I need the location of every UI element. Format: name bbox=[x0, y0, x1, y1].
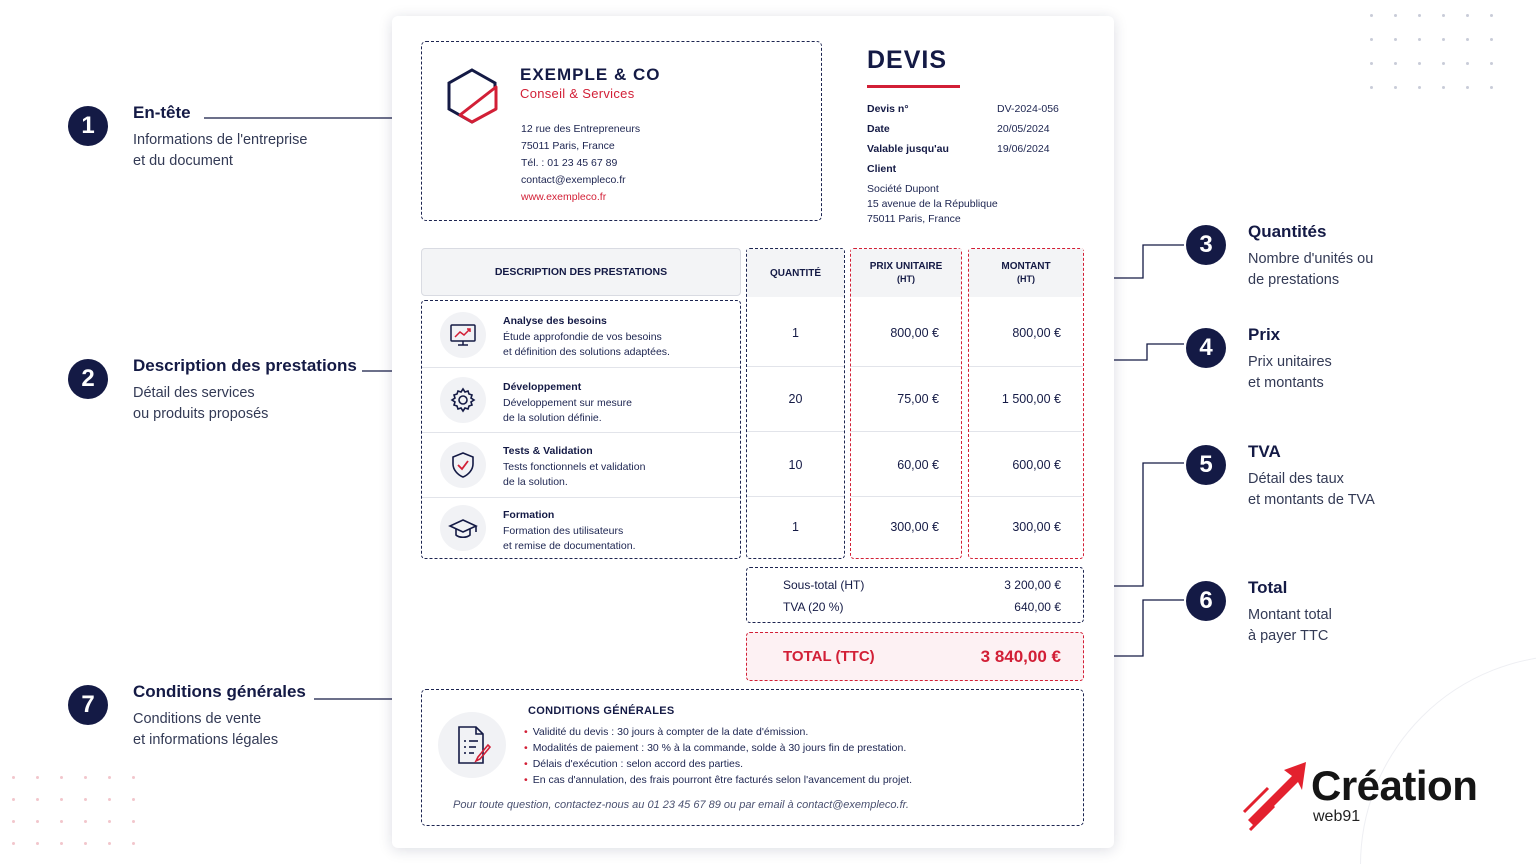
subtotal-label: Sous-total (HT) bbox=[783, 578, 865, 592]
quantity-cell: 1 bbox=[792, 520, 799, 534]
amount-cell: 800,00 € bbox=[1012, 326, 1061, 340]
service-name: Développement bbox=[503, 381, 582, 393]
subtotal-value: 3 200,00 € bbox=[1004, 578, 1061, 592]
amount-cell: 600,00 € bbox=[1012, 458, 1061, 472]
description-list bbox=[421, 300, 741, 559]
client-address: Société Dupont 15 avenue de la République 75011 Paris, France bbox=[867, 183, 998, 225]
annotation-description: Détail des taux et montants de TVA bbox=[1248, 471, 1375, 508]
annotation-title: Conditions générales bbox=[133, 682, 306, 701]
company-contact bbox=[521, 121, 640, 206]
annotation-number: 5 bbox=[1186, 445, 1226, 485]
brand-name: Création bbox=[1311, 762, 1478, 809]
unit-price-column bbox=[850, 248, 962, 559]
service-name: Tests & Validation bbox=[503, 445, 593, 457]
company-email: contact@exempleco.fr bbox=[521, 174, 626, 186]
service-name: Formation bbox=[503, 509, 555, 521]
conditions-footer: Pour toute question, contactez-nous au 01 23 45 67 89 ou par email à contact@exempleco.fr. bbox=[453, 799, 909, 811]
annotation-number: 4 bbox=[1186, 328, 1226, 368]
shield-check-icon bbox=[440, 442, 486, 488]
quantity-cell: 1 bbox=[792, 326, 799, 340]
annotation-number: 1 bbox=[68, 106, 108, 146]
service-name: Analyse des besoins bbox=[503, 315, 607, 327]
annotation-description: Informations de l'entreprise et du document bbox=[133, 132, 308, 169]
conditions-list bbox=[524, 724, 912, 788]
description-header: DESCRIPTION DES PRESTATIONS bbox=[421, 248, 741, 296]
conditions-title: CONDITIONS GÉNÉRALES bbox=[528, 705, 675, 717]
annotation-title: Quantités bbox=[1248, 222, 1327, 241]
annotation-title: En-tête bbox=[133, 103, 191, 122]
subtotal-row bbox=[783, 578, 1061, 592]
service-description: Tests fonctionnels et validation de la solution. bbox=[503, 461, 646, 488]
annotation-number: 7 bbox=[68, 685, 108, 725]
annotation-description: Montant total à payer TTC bbox=[1248, 607, 1332, 644]
unit-price-cell: 800,00 € bbox=[890, 326, 939, 340]
condition-item: • En cas d'annulation, des frais pourront être facturés selon l'avancement du projet. bbox=[524, 772, 912, 788]
company-tagline: Conseil & Services bbox=[520, 86, 635, 101]
unit-price-header: PRIX UNITAIRE (HT) bbox=[851, 249, 961, 297]
quantity-header: QUANTITÉ bbox=[747, 249, 844, 297]
quote-number-label: Devis n° bbox=[867, 103, 909, 115]
company-website-link[interactable]: www.exempleco.fr bbox=[521, 191, 607, 203]
annotation-number: 2 bbox=[68, 359, 108, 399]
client-label: Client bbox=[867, 163, 897, 175]
unit-price-cell: 300,00 € bbox=[890, 520, 939, 534]
quote-date-label: Date bbox=[867, 123, 890, 135]
quote-valid-date: 19/06/2024 bbox=[997, 143, 1050, 155]
brand-logo bbox=[1240, 760, 1510, 832]
service-row bbox=[422, 301, 740, 367]
service-row bbox=[422, 432, 740, 497]
quantity-cell: 20 bbox=[788, 392, 803, 406]
rocket-arrow-icon bbox=[1240, 760, 1312, 832]
annotation-title: Prix bbox=[1248, 325, 1281, 344]
company-name: EXEMPLE & CO bbox=[520, 65, 661, 84]
subtotal-box bbox=[746, 567, 1084, 623]
document-title: DEVIS bbox=[867, 46, 948, 74]
service-description: Étude approfondie de vos besoins et définition des solutions adaptées. bbox=[503, 331, 670, 358]
amount-cell: 1 500,00 € bbox=[1001, 392, 1061, 406]
amount-header: MONTANT (HT) bbox=[969, 249, 1083, 297]
brand-subtitle: web91 bbox=[1313, 808, 1361, 825]
vat-label: TVA (20 %) bbox=[783, 600, 844, 614]
amount-column bbox=[968, 248, 1084, 559]
annotation-title: TVA bbox=[1248, 442, 1281, 461]
quote-valid-label: Valable jusqu'au bbox=[867, 143, 949, 155]
quote-number: DV-2024-056 bbox=[997, 103, 1059, 115]
annotation-title: Description des prestations bbox=[133, 356, 357, 375]
vat-row bbox=[783, 600, 1061, 614]
annotation-description: Nombre d'unités ou de prestations bbox=[1248, 251, 1374, 288]
chart-monitor-icon bbox=[440, 312, 486, 358]
total-value: 3 840,00 € bbox=[980, 646, 1061, 666]
company-phone: Tél. : 01 23 45 67 89 bbox=[521, 157, 618, 169]
service-description: Développement sur mesure de la solution définie. bbox=[503, 397, 632, 424]
gear-icon bbox=[440, 377, 486, 423]
annotation-description: Prix unitaires et montants bbox=[1248, 354, 1332, 391]
quantity-column bbox=[746, 248, 845, 559]
condition-item: • Délais d'exécution : selon accord des parties. bbox=[524, 756, 912, 772]
annotation-number: 6 bbox=[1186, 581, 1226, 621]
condition-item: • Validité du devis : 30 jours à compter de la date d'émission. bbox=[524, 724, 912, 740]
company-address-line: 75011 Paris, France bbox=[521, 140, 615, 152]
unit-price-cell: 60,00 € bbox=[897, 458, 939, 472]
annotation-description: Conditions de vente et informations légales bbox=[133, 711, 279, 748]
decorative-dots-top-right bbox=[1370, 14, 1514, 110]
condition-item: • Modalités de paiement : 30 % à la commande, solde à 30 jours fin de prestation. bbox=[524, 740, 912, 756]
document-pen-icon bbox=[438, 712, 506, 778]
company-address-line: 12 rue des Entrepreneurs bbox=[521, 123, 641, 135]
unit-price-cell: 75,00 € bbox=[897, 392, 939, 406]
quantity-cell: 10 bbox=[788, 458, 803, 472]
amount-cell: 300,00 € bbox=[1012, 520, 1061, 534]
company-logo-icon bbox=[446, 67, 502, 125]
total-box bbox=[746, 632, 1084, 681]
annotation-description: Détail des services ou produits proposés bbox=[133, 385, 269, 422]
decorative-dots-bottom-left bbox=[12, 776, 156, 864]
graduation-cap-icon bbox=[440, 505, 486, 551]
quote-date: 20/05/2024 bbox=[997, 123, 1050, 135]
service-row bbox=[422, 497, 740, 559]
annotation-number: 3 bbox=[1186, 225, 1226, 265]
title-underline bbox=[867, 85, 960, 88]
annotation-title: Total bbox=[1248, 578, 1288, 597]
total-label: TOTAL (TTC) bbox=[783, 648, 875, 665]
service-row bbox=[422, 367, 740, 432]
service-description: Formation des utilisateurs et remise de documentation. bbox=[503, 525, 636, 552]
vat-value: 640,00 € bbox=[1014, 600, 1061, 614]
